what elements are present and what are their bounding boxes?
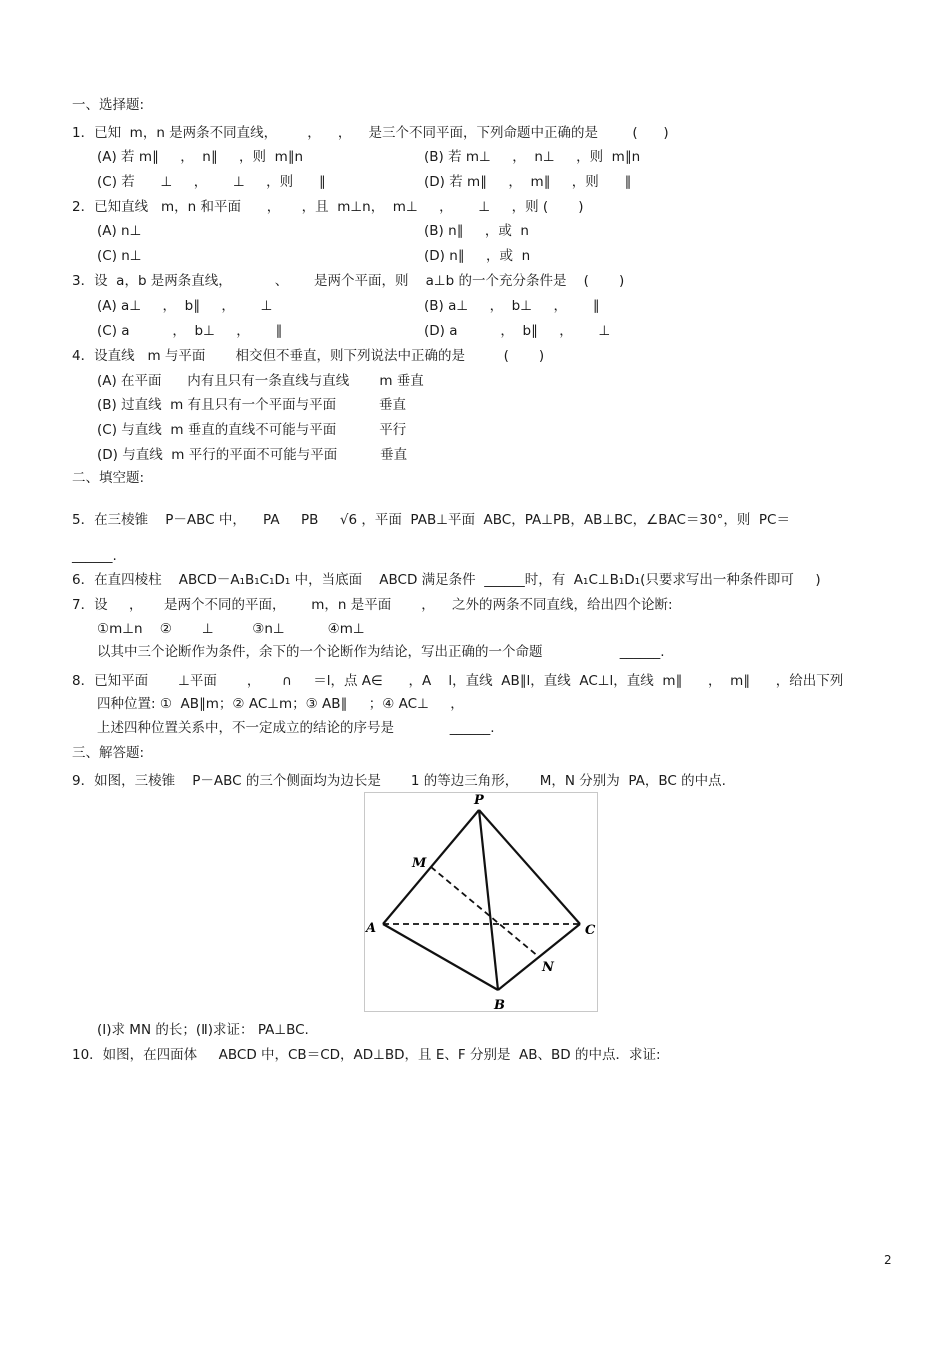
option-4c: (C) 与直线 m 垂直的直线不可能与平面 平行 bbox=[97, 422, 407, 438]
question-7-prompt: 以其中三个论断作为条件，余下的一个论断作为结论，写出正确的一个命题 ______. bbox=[97, 644, 665, 660]
section-heading-answer: 三、解答题: bbox=[72, 745, 145, 761]
option-1d: (D) 若 m∥ ， m∥ ，则 ∥ bbox=[424, 174, 632, 190]
question-8: 8．已知平面 ⊥平面 ， ∩ ＝l，点 A∈ ，A l，直线 AB∥l，直线 AC⊥l，直线 m∥ ， m∥ ，给出下列 bbox=[72, 673, 844, 689]
option-3a: (A) a⊥ ， b∥ ， ⊥ bbox=[97, 298, 273, 314]
question-3: 3．设 a，b 是两条直线， 、 是两个平面，则 a⊥b 的一个充分条件是 ( ) bbox=[72, 273, 625, 289]
section-heading-choice: 一、选择题: bbox=[72, 97, 145, 113]
vertex-label-p: P bbox=[474, 793, 484, 808]
segment-mn bbox=[431, 867, 539, 957]
option-4b: (B) 过直线 m 有且只有一个平面与平面 垂直 bbox=[97, 397, 407, 413]
edge-ab bbox=[383, 924, 498, 990]
question-4: 4．设直线 m 与平面 相交但不垂直，则下列说法中正确的是 ( ) bbox=[72, 348, 545, 364]
option-2d: (D) n∥ ，或 n bbox=[424, 248, 531, 264]
option-4a: (A) 在平面 内有且只有一条直线与直线 m 垂直 bbox=[97, 373, 424, 389]
option-2b: (B) n∥ ，或 n bbox=[424, 223, 529, 239]
question-8-positions: 四种位置: ① AB∥m；② AC⊥m；③ AB∥ ；④ AC⊥ ， bbox=[97, 696, 464, 712]
option-3b: (B) a⊥ ， b⊥ ， ∥ bbox=[424, 298, 600, 314]
question-7: 7．设 ， 是两个不同的平面， m，n 是平面 ， 之外的两条不同直线，给出四个论断: bbox=[72, 597, 673, 613]
question-10: 10．如图，在四面体 ABCD 中，CB＝CD，AD⊥BD，且 E、F 分别是 AB、BD 的中点．求证: bbox=[72, 1047, 661, 1063]
vertex-label-c: C bbox=[585, 923, 596, 938]
question-6: 6．在直四棱柱 ABCD－A₁B₁C₁D₁ 中，当底面 ABCD 满足条件 ______时，有 A₁C⊥B₁D₁(只要求写出一种条件即可 ) bbox=[72, 572, 821, 588]
point-label-n: N bbox=[542, 960, 554, 975]
question-7-statements: ①m⊥n ② ⊥ ③n⊥ ④m⊥ bbox=[97, 621, 365, 637]
vertex-label-a: A bbox=[366, 921, 377, 936]
option-2c: (C) n⊥ bbox=[97, 248, 142, 264]
section-heading-fill: 二、填空题: bbox=[72, 470, 145, 486]
question-5-blank: ______. bbox=[72, 548, 117, 564]
option-3c: (C) a ， b⊥ ， ∥ bbox=[97, 323, 283, 339]
point-label-m: M bbox=[412, 856, 427, 871]
vertex-label-b: B bbox=[494, 998, 505, 1012]
option-4d: (D) 与直线 m 平行的平面不可能与平面 垂直 bbox=[97, 447, 408, 463]
option-1b: (B) 若 m⊥ ， n⊥ ，则 m∥n bbox=[424, 149, 641, 165]
option-2a: (A) n⊥ bbox=[97, 223, 142, 239]
edge-pc bbox=[479, 810, 580, 924]
option-1c: (C) 若 ⊥ ， ⊥ ，则 ∥ bbox=[97, 174, 326, 190]
question-8-prompt: 上述四种位置关系中，不一定成立的结论的序号是 ______. bbox=[97, 720, 495, 736]
question-5: 5．在三棱锥 P－ABC 中， PA PB √6 ，平面 PAB⊥平面 ABC，PA⊥PB，AB⊥BC，∠BAC＝30°，则 PC＝ bbox=[72, 512, 790, 528]
edge-pb bbox=[479, 810, 498, 990]
question-9-parts: (Ⅰ)求 MN 的长；(Ⅱ)求证： PA⊥BC. bbox=[97, 1022, 309, 1038]
page-number: 2 bbox=[884, 1253, 892, 1267]
question-2: 2．已知直线 m，n 和平面 ， ，且 m⊥n， m⊥ ， ⊥ ，则 ( ) bbox=[72, 199, 584, 215]
option-3d: (D) a ， b∥ ， ⊥ bbox=[424, 323, 611, 339]
option-1a: (A) 若 m∥ ， n∥ ，则 m∥n bbox=[97, 149, 304, 165]
question-1: 1．已知 m，n 是两条不同直线， ， ， 是三个不同平面，下列命题中正确的是 ( ) bbox=[72, 125, 669, 141]
question-9: 9．如图，三棱锥 P－ABC 的三个侧面均为边长是 1 的等边三角形， M，N 分别为 PA，BC 的中点. bbox=[72, 773, 726, 789]
tetrahedron-figure bbox=[364, 792, 598, 1012]
